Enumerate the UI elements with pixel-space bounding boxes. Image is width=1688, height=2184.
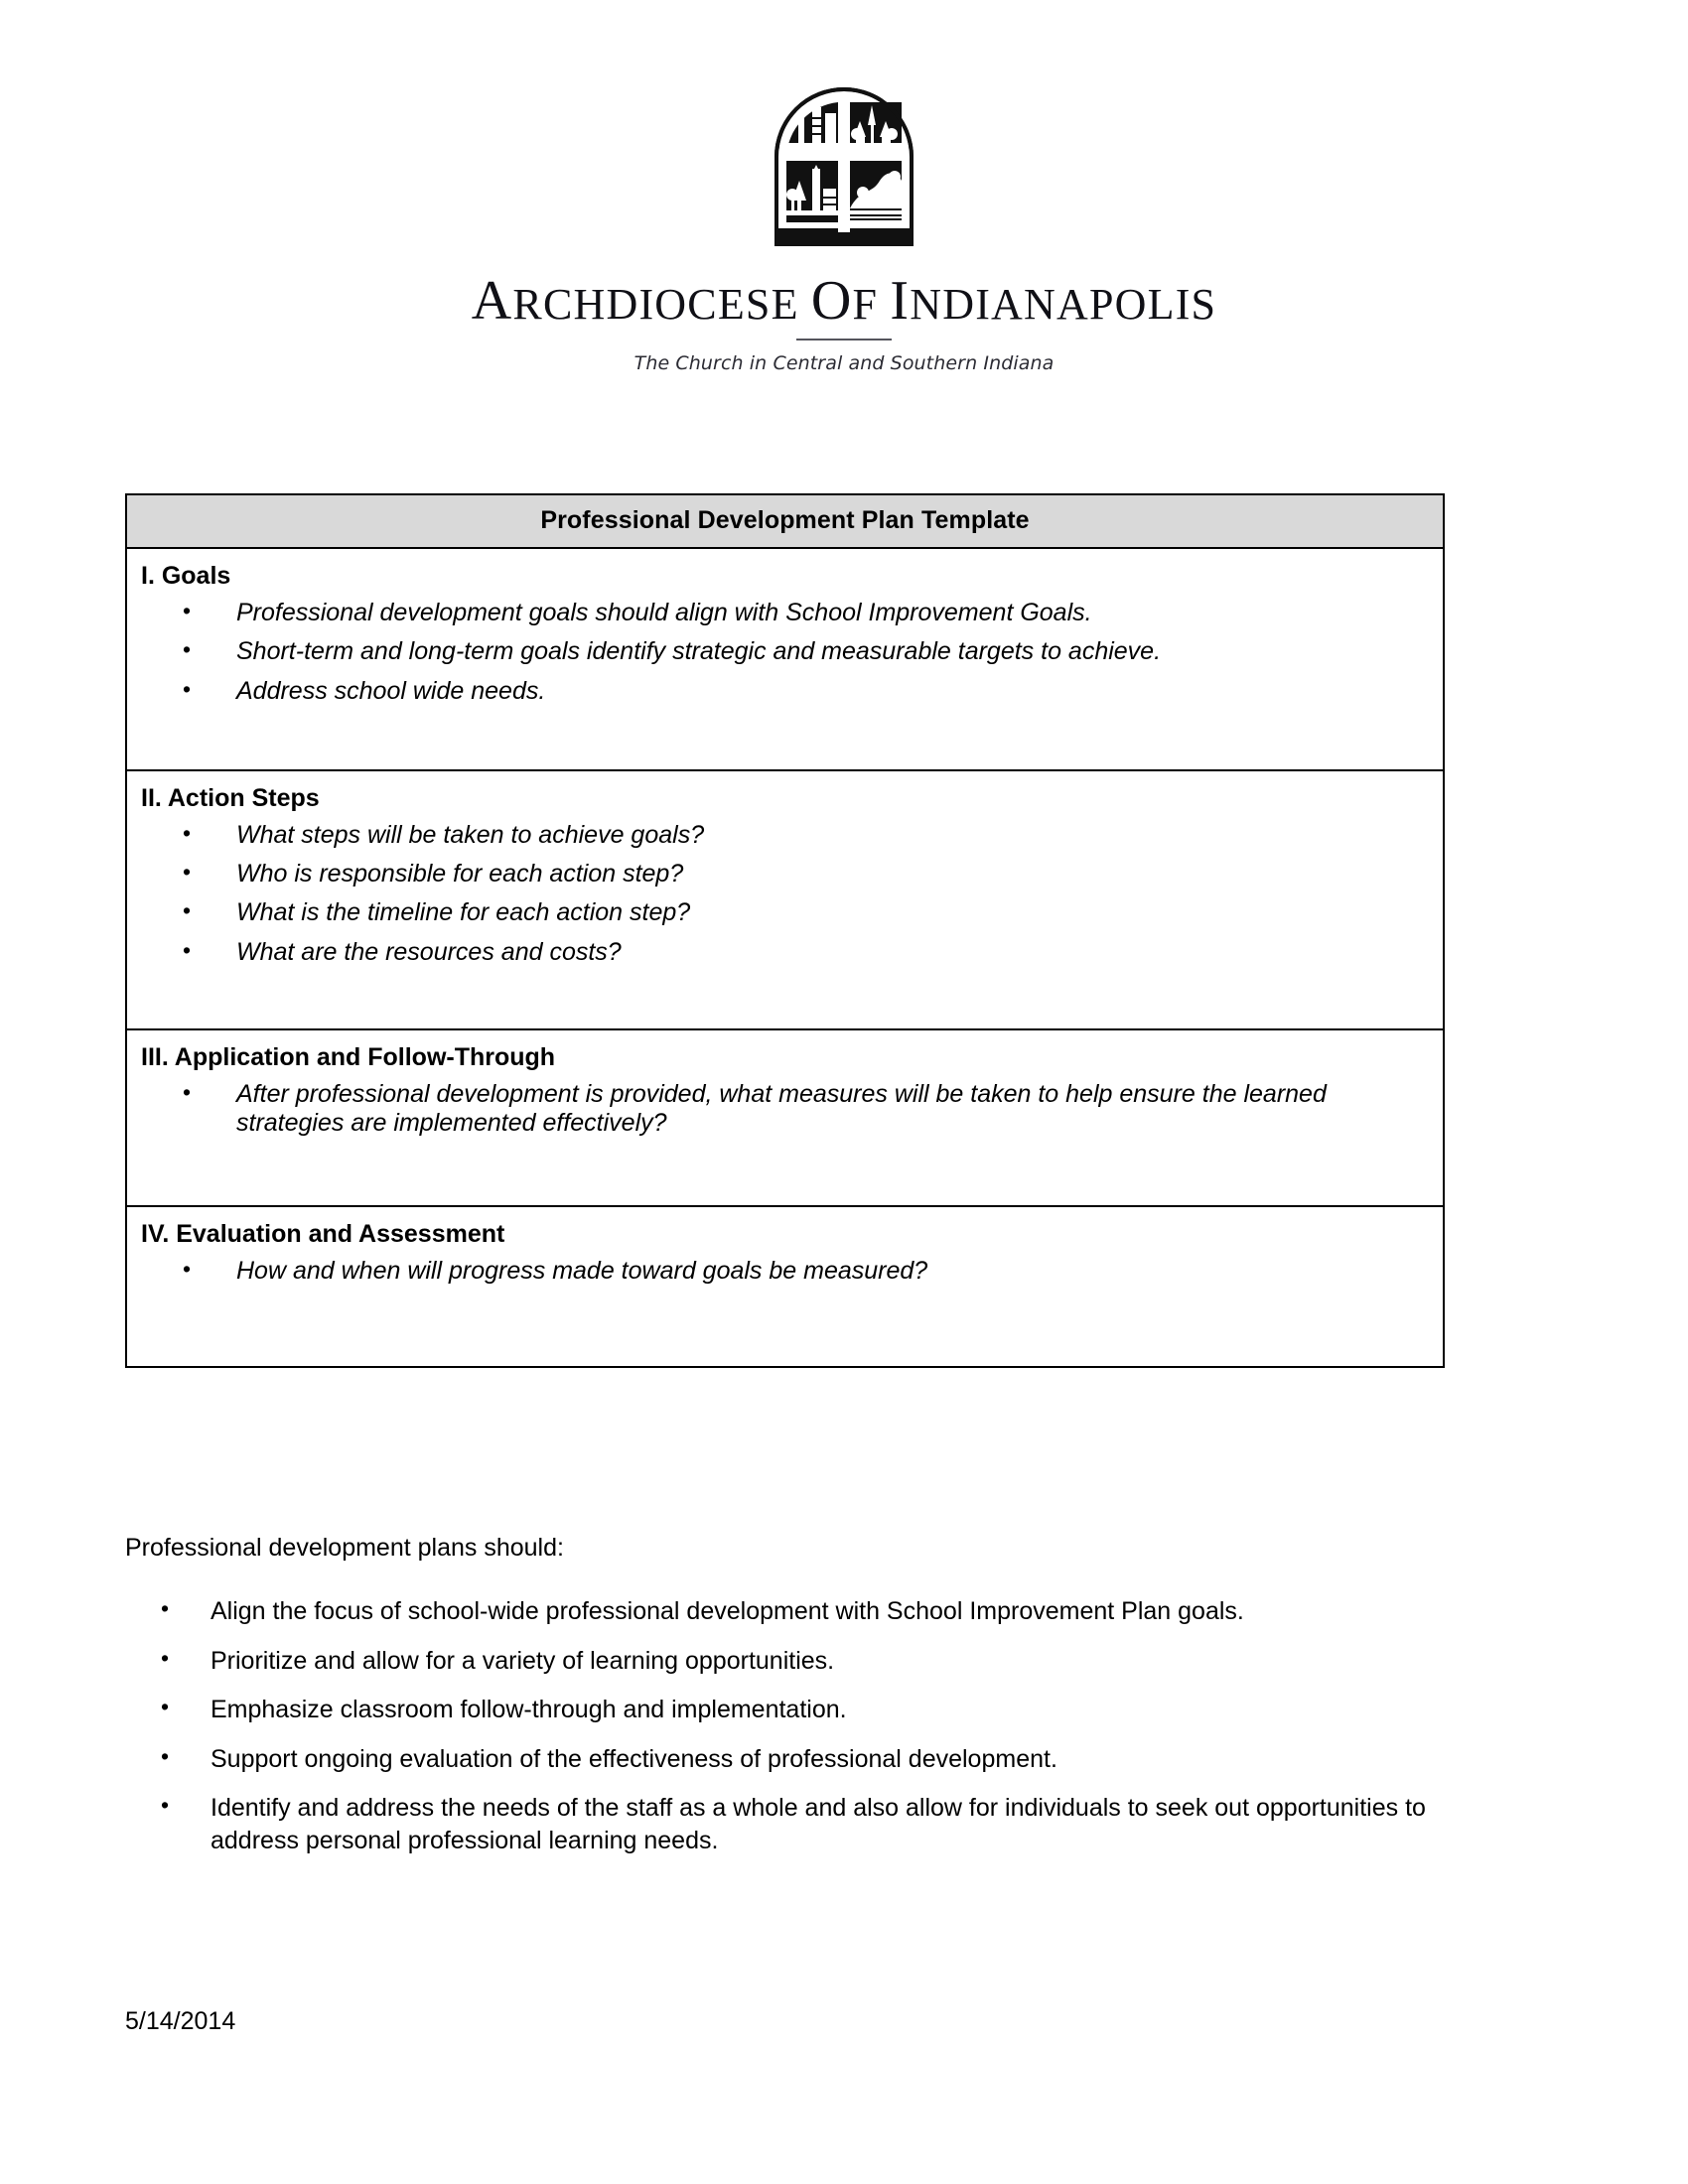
list-item: • Emphasize classroom follow-through and implementation.: [125, 1694, 1456, 1726]
section-title-evaluation-assessment: IV. Evaluation and Assessment: [141, 1220, 505, 1249]
organization-wordmark: [0, 270, 1688, 332]
organization-logo-block: [0, 77, 1688, 374]
closing-notes-block: [125, 1534, 1456, 1873]
table-section-goals: [127, 549, 1443, 771]
list-item: • How and when will progress made toward goals be measured?: [127, 1257, 1443, 1286]
section-fill-area-evaluation-assessment[interactable]: [127, 1297, 1443, 1366]
list-item: • Identify and address the needs of the staff as a whole and also allow for individuals to seek out opportunities to address personal professional learning needs.: [125, 1792, 1456, 1856]
section-fill-area-action-steps[interactable]: [127, 977, 1443, 1028]
wordmark-cap-a: A: [471, 270, 513, 332]
list-item: • What are the resources and costs?: [127, 938, 1443, 967]
section-bullet-list-goals: [127, 599, 1443, 706]
section-bullet-list-application-follow-through: [127, 1080, 1443, 1139]
section-bullet-list-evaluation-assessment: [127, 1257, 1443, 1286]
wordmark-rest-archdiocese: RCHDIOCESE: [512, 280, 799, 329]
section-title-application-follow-through: III. Application and Follow-Through: [141, 1042, 556, 1071]
table-section-evaluation-assessment: [127, 1207, 1443, 1365]
section-fill-area-goals[interactable]: [127, 716, 1443, 769]
list-item: • What steps will be taken to achieve goals?: [127, 821, 1443, 850]
section-fill-area-application-follow-through[interactable]: [127, 1148, 1443, 1205]
professional-development-plan-table: [125, 493, 1445, 1368]
list-item: • Address school wide needs.: [127, 677, 1443, 706]
section-bullet-list-action-steps: [127, 821, 1443, 967]
list-item: • After professional development is provided, what measures will be taken to help ensure the learned strategies are implemented effectively?: [127, 1080, 1443, 1139]
list-item: • Professional development goals should align with School Improvement Goals.: [127, 599, 1443, 627]
notes-lead-text: Professional development plans should:: [125, 1534, 564, 1562]
wordmark-divider-rule: [796, 339, 892, 341]
organization-tagline: The Church in Central and Southern Indiana: [633, 352, 1055, 374]
section-title-action-steps: II. Action Steps: [141, 783, 320, 812]
table-section-application-follow-through: [127, 1030, 1443, 1208]
table-section-action-steps: [127, 771, 1443, 1030]
list-item: • Short-term and long-term goals identify strategic and measurable targets to achieve.: [127, 637, 1443, 666]
notes-bullet-list: [125, 1595, 1456, 1856]
section-title-goals: I. Goals: [141, 562, 231, 590]
wordmark-rest-of: F: [852, 280, 879, 329]
wordmark-cap-o: O: [810, 270, 853, 332]
list-item: • What is the timeline for each action step?: [127, 898, 1443, 927]
list-item: • Prioritize and allow for a variety of learning opportunities.: [125, 1645, 1456, 1678]
wordmark-rest-indianapolis: NDIANAPOLIS: [910, 280, 1217, 329]
wordmark-cap-i: I: [890, 270, 911, 332]
table-header-title: Professional Development Plan Template: [127, 495, 1443, 549]
list-item: • Who is responsible for each action step?: [127, 860, 1443, 888]
document-date: 5/14/2014: [125, 2007, 236, 2035]
list-item: • Align the focus of school-wide professional development with School Improvement Plan goals.: [125, 1595, 1456, 1628]
list-item: • Support ongoing evaluation of the effectiveness of professional development.: [125, 1743, 1456, 1776]
arched-window-logo-icon: [769, 77, 919, 251]
